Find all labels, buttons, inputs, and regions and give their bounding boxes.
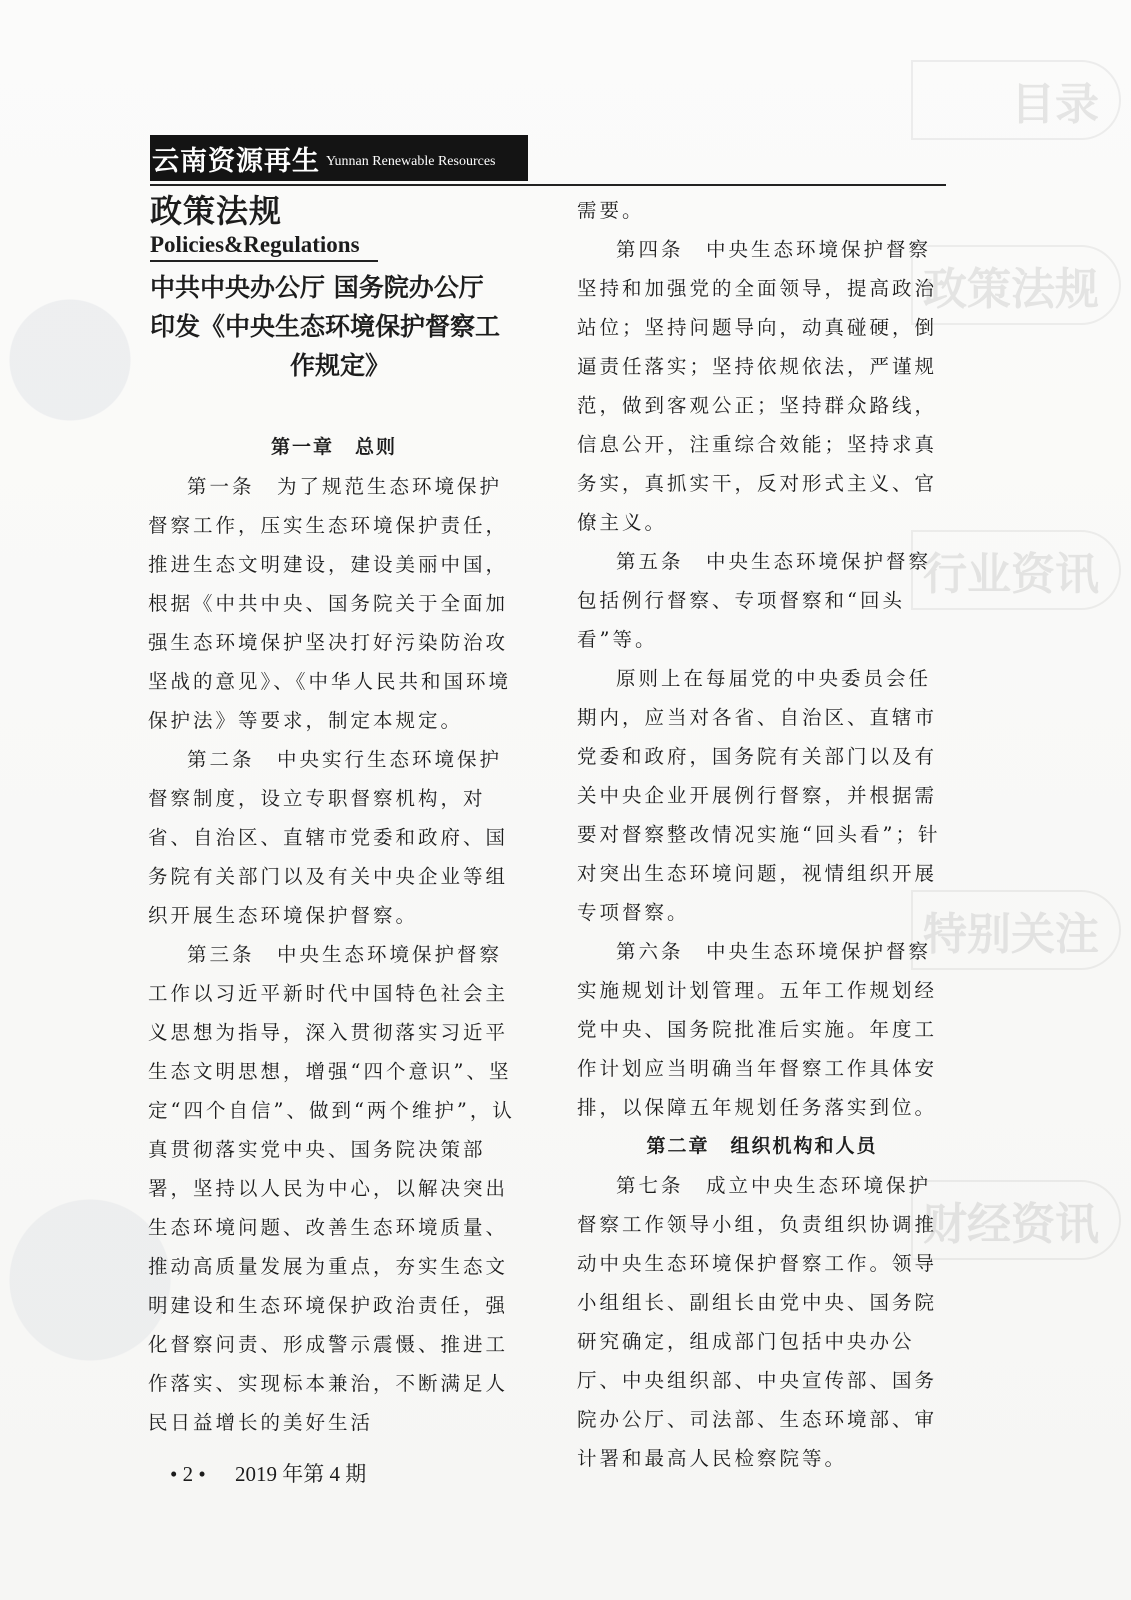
issue-label: 2019 年第 4 期 — [234, 1462, 367, 1486]
chapter-title: 第二章 组织机构和人员 — [646, 1135, 878, 1157]
ghost-tab-policies: 政策法规 — [911, 245, 1121, 325]
journal-header — [150, 135, 528, 181]
article-title-line: 印发《中央生态环境保护督察工 — [150, 312, 501, 341]
article-title — [150, 268, 530, 385]
article-paragraph: 第三条 中央生态环境保护督察工作以习近平新时代中国特色社会主义思想为指导，深入贯彻落实习近平生态文明思想，增强“四个意识”、坚定“四个自信”、做到“两个维护”，认真贯彻落实党中央、国务院决策部署，坚持以人民为中心，以解决突出生态环境问题、改善生态环境质量、推动高质量发展为重点，夯实生态文明建设和生态环境保护政治责任，强化督察问责、形成警示震慑、推进工作落实、实现标本兼治，不断满足人民日益增长的美好生活 — [148, 943, 515, 1434]
article-paragraph: 第一条 为了规范生态环境保护督察工作，压实生态环境保护责任，推进生态文明建设，建设美丽中国，根据《中共中央、国务院关于全面加强生态环境保护坚决打好污染防治攻坚战的意见》、《中华人民共和国环境保护法》等要求，制定本规定。 — [148, 475, 512, 732]
section-underline — [150, 260, 378, 262]
page-number: • 2 • — [170, 1462, 206, 1486]
section-title-en: Policies&Regulations — [150, 232, 360, 257]
article-paragraph: 第四条 中央生态环境保护督察坚持和加强党的全面领导，提高政治站位；坚持问题导向，动真碰硬，倒逼责任落实；坚持依规依法，严谨规范，做到客观公正；坚持群众路线，信息公开，注重综合效能；坚持求真务实，真抓实干，反对形式主义、官僚主义。 — [577, 238, 938, 534]
journal-name-en: Yunnan Renewable Resources — [326, 154, 496, 169]
ghost-tab-special: 特别关注 — [911, 890, 1121, 970]
article-paragraph: 第二条 中央实行生态环境保护督察制度，设立专职督察机构，对省、自治区、直辖市党委和政府、国务院有关部门以及有关中央企业等组织开展生态环境保护督察。 — [148, 748, 509, 927]
article-title-line: 作规定》 — [289, 351, 390, 380]
page-footer — [170, 1458, 366, 1488]
article-paragraph: 原则上在每届党的中央委员会任期内，应当对各省、自治区、直辖市党委和政府，国务院有关部门以及有关中央企业开展例行督察，并根据需要对督察整改情况实施“回头看”；针对突出生态环境问题，视情组织开展专项督察。 — [577, 667, 941, 924]
article-paragraph: 第六条 中央生态环境保护督察实施规划计划管理。五年工作规划经党中央、国务院批准后实施。年度工作计划应当明确当年督察工作具体安排，以保障五年规划任务落实到位。 — [577, 940, 938, 1119]
article-paragraph: 第五条 中央生态环境保护督察包括例行督察、专项督察和“回头看”等。 — [577, 550, 932, 651]
right-column — [577, 191, 947, 1478]
article-paragraph: 第七条 成立中央生态环境保护督察工作领导小组，负责组织协调推动中央生态环境保护督察工作。领导小组组长、副组长由党中央、国务院研究确定，组成部门包括中央办公厅、中央组织部、中央宣传部、国务院办公厅、司法部、生态环境部、审计署和最高人民检察院等。 — [577, 1174, 938, 1470]
chapter-title: 第一章 总则 — [270, 436, 397, 458]
section-title-cn: 政策法规 — [150, 192, 283, 230]
ghost-tab-contents: 目录 — [911, 60, 1121, 140]
left-column — [148, 428, 520, 1442]
article-paragraph-continued: 需要。 — [577, 199, 645, 222]
journal-name-cn: 云南资源再生 — [152, 145, 320, 177]
ghost-tab-finance: 财经资讯 — [911, 1180, 1121, 1260]
ghost-tab-industry: 行业资讯 — [911, 530, 1121, 610]
article-title-line: 中共中央办公厅 国务院办公厅 — [150, 273, 484, 302]
